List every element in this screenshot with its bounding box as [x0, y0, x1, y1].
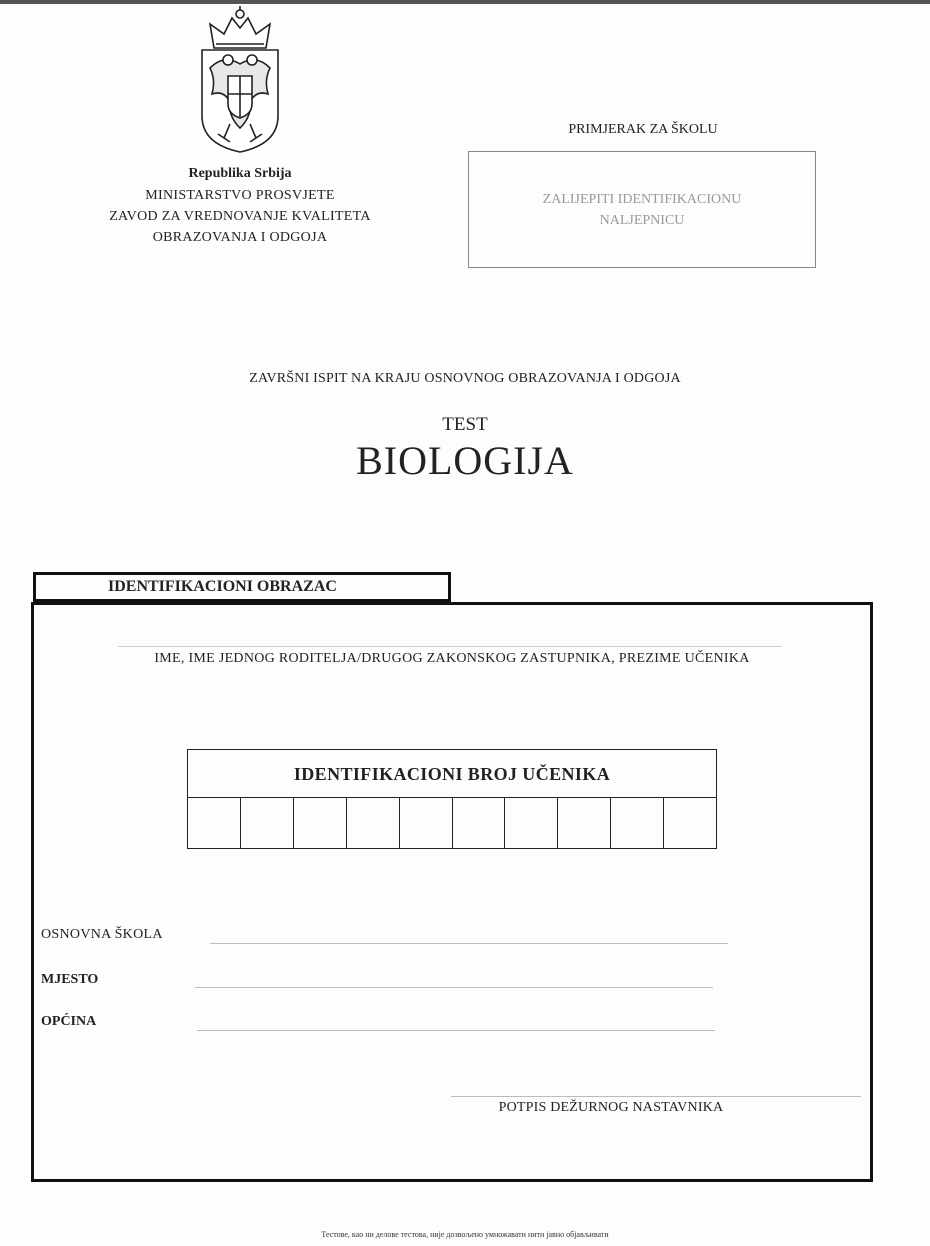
test-label: TEST [442, 414, 488, 435]
municipality-label: OPĆINA [41, 1014, 97, 1029]
id-digit-cell[interactable] [347, 798, 400, 848]
id-digit-cell[interactable] [558, 798, 611, 848]
municipality-field[interactable] [197, 1030, 715, 1031]
institution-agency: ZAVOD ZA VREDNOVANJE KVALITETA [109, 209, 371, 224]
school-label: OSNOVNA ŠKOLA [41, 927, 163, 942]
signature-field[interactable] [451, 1096, 861, 1097]
identification-form [31, 602, 873, 1182]
subject-title: BIOLOGIJA [356, 438, 574, 483]
coat-of-arms-icon [194, 6, 286, 154]
id-digit-cell[interactable] [294, 798, 347, 848]
place-field[interactable] [195, 987, 713, 988]
id-digit-cell[interactable] [453, 798, 506, 848]
id-digit-cell[interactable] [188, 798, 241, 848]
student-id-cells [188, 798, 716, 848]
institution-ministry: MINISTARSTVO PROSVJETE [145, 188, 335, 203]
student-name-label: IME, IME JEDNOG RODITELJA/DRUGOG ZAKONSKOG ZASTUPNIKA, PREZIME UČENIKA [154, 651, 750, 666]
student-id-grid [187, 749, 717, 849]
id-digit-cell[interactable] [505, 798, 558, 848]
institution-country: Republika Srbija [188, 166, 292, 181]
sticker-instruction: ZALIJEPITI IDENTIFIKACIONU NALJEPNICU [542, 191, 742, 228]
signature-label: POTPIS DEŽURNOG NASTAVNIKA [498, 1100, 724, 1115]
school-field[interactable] [210, 943, 728, 944]
copy-label: PRIMJERAK ZA ŠKOLU [568, 122, 718, 137]
form-tab-title: IDENTIFIKACIONI OBRAZAC [33, 572, 451, 602]
id-digit-cell[interactable] [664, 798, 716, 848]
institution-agency-cont: OBRAZOVANJA I ODGOJA [152, 230, 328, 245]
id-digit-cell[interactable] [241, 798, 294, 848]
student-name-field[interactable] [118, 646, 782, 647]
exam-title: ZAVRŠNI ISPIT NA KRAJU OSNOVNOG OBRAZOVANJA I ODGOJA [249, 371, 681, 386]
id-digit-cell[interactable] [400, 798, 453, 848]
student-id-title: IDENTIFIKACIONI BROJ UČENIKA [188, 750, 716, 798]
id-digit-cell[interactable] [611, 798, 664, 848]
footnote: Тестове, као ни делове тестова, није дозвољено умножавати нити јавно објављивати [321, 1230, 609, 1239]
top-edge-bar [0, 0, 930, 4]
place-label: MJESTO [41, 972, 99, 987]
sticker-box [468, 151, 816, 268]
